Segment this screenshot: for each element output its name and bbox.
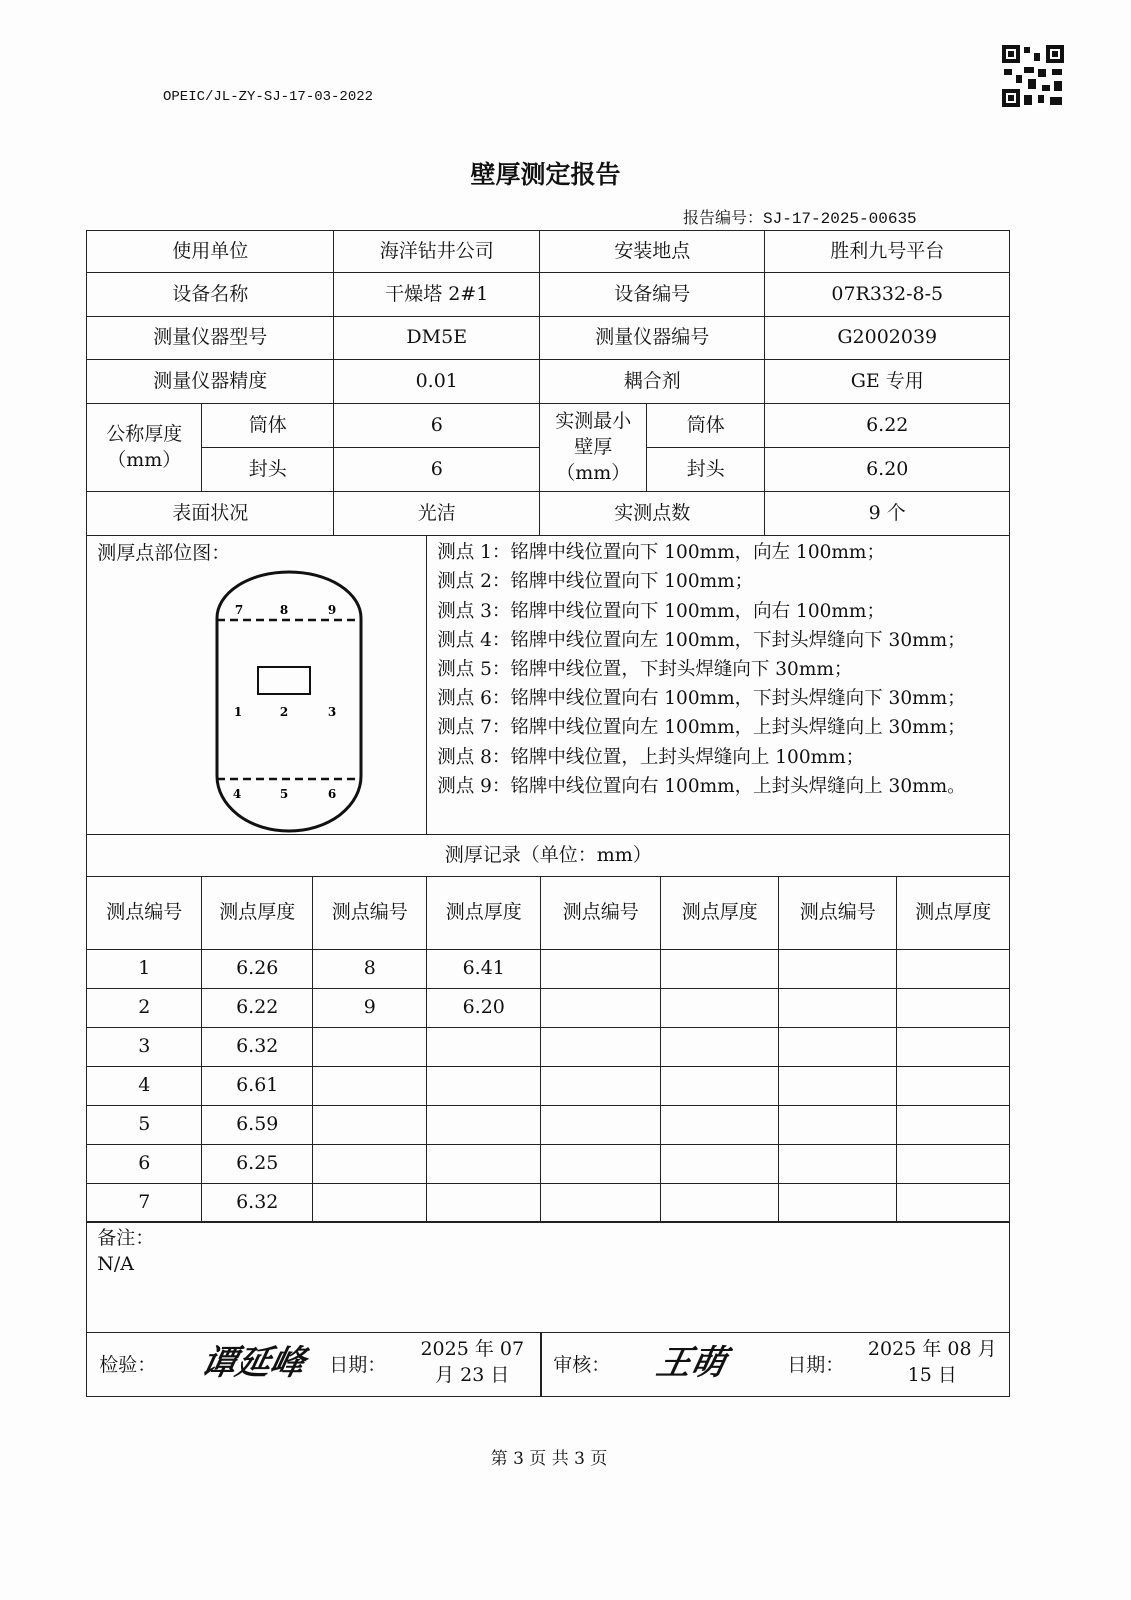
records-header: 测点厚度	[896, 876, 1010, 950]
couplant-label: 耦合剂	[539, 359, 765, 404]
nominal-head-label: 封头	[201, 447, 334, 492]
point-no-cell	[540, 1183, 661, 1223]
min-shell-label: 筒体	[646, 403, 765, 448]
point-no-cell: 3	[86, 1027, 202, 1067]
surface-value: 光洁	[333, 491, 540, 536]
remarks-label: 备注：	[97, 1227, 155, 1250]
surface-label: 表面状况	[86, 491, 334, 536]
thickness-cell	[896, 1027, 1010, 1067]
point-no-cell	[778, 1066, 897, 1106]
equip-name-value: 干燥塔 2#1	[333, 272, 540, 317]
form-code: OPEIC/JL-ZY-SJ-17-03-2022	[163, 89, 374, 105]
note-1: 测点 1：铭牌中线位置向下 100mm，向左 100mm；	[437, 542, 885, 564]
review-date-label: 日期：	[787, 1354, 845, 1377]
report-number	[683, 205, 917, 228]
point-no-cell	[540, 1144, 661, 1184]
point-no-cell	[312, 1144, 427, 1184]
unit-value: 海洋钻井公司	[333, 230, 540, 273]
point-5: 5	[280, 787, 289, 802]
point-no-cell	[778, 1105, 897, 1145]
point-no-cell	[540, 1105, 661, 1145]
point-no-cell: 7	[86, 1183, 202, 1223]
inst-no-label: 测量仪器编号	[539, 316, 765, 360]
records-header: 测点厚度	[426, 876, 541, 950]
point-no-cell: 9	[312, 988, 427, 1028]
thickness-cell	[660, 1183, 779, 1223]
thickness-cell	[426, 1183, 541, 1223]
note-2: 测点 2：铭牌中线位置向下 100mm；	[437, 571, 754, 593]
note-7: 测点 7：铭牌中线位置向左 100mm，上封头焊缝向上 30mm；	[437, 717, 966, 739]
nominal-shell-value: 6	[333, 403, 540, 448]
records-header: 测点编号	[312, 876, 427, 950]
thickness-cell: 6.41	[426, 949, 541, 989]
remarks-text: N/A	[97, 1252, 134, 1275]
thickness-cell	[896, 1183, 1010, 1223]
review-date: 2025 年 08 月 15 日	[867, 1338, 997, 1386]
inspect-label: 检验：	[99, 1354, 157, 1377]
thickness-cell	[426, 1027, 541, 1067]
point-no-cell	[778, 988, 897, 1028]
point-no-cell: 6	[86, 1144, 202, 1184]
equip-no-label: 设备编号	[539, 272, 765, 317]
thickness-cell: 6.22	[201, 988, 313, 1028]
point-no-cell	[312, 1183, 427, 1223]
inspect-date: 2025 年 07 月 23 日	[420, 1338, 525, 1386]
records-header: 测点编号	[778, 876, 897, 950]
note-9: 测点 9：铭牌中线位置向右 100mm，上封头焊缝向上 30mm。	[437, 775, 966, 797]
thickness-cell: 6.26	[201, 949, 313, 989]
location-label: 安装地点	[539, 230, 765, 273]
report-no-label: 报告编号：	[683, 208, 764, 227]
point-7: 7	[235, 603, 244, 618]
thickness-cell	[896, 1105, 1010, 1145]
point-no-cell: 4	[86, 1066, 202, 1106]
thickness-cell: 6.25	[201, 1144, 313, 1184]
page-title: 壁厚测定报告	[470, 160, 621, 189]
nominal-shell-label: 筒体	[201, 403, 334, 448]
thickness-cell	[426, 1105, 541, 1145]
diagram-label: 测厚点部位图：	[97, 542, 231, 565]
point-4: 4	[233, 787, 242, 802]
diagram-cell	[86, 535, 427, 835]
equip-no-value: 07R332-8-5	[764, 272, 1010, 317]
vessel-diagram	[87, 536, 427, 836]
point-2: 2	[280, 705, 289, 720]
thickness-cell	[660, 1066, 779, 1106]
point-no-cell: 5	[86, 1105, 202, 1145]
inspector-signature: 谭延峰	[198, 1343, 309, 1384]
min-thickness-label: 实测最小壁厚（mm）	[539, 403, 647, 492]
records-header: 测点厚度	[201, 876, 313, 950]
records-header: 测点编号	[540, 876, 661, 950]
reviewer-signature: 王萌	[653, 1343, 730, 1384]
point-no-cell	[540, 1027, 661, 1067]
min-head-label: 封头	[646, 447, 765, 492]
report-no-value: SJ-17-2025-00635	[763, 210, 917, 228]
nominal-label: 公称厚度（mm）	[86, 403, 202, 492]
point-no-cell	[778, 949, 897, 989]
point-no-cell	[540, 949, 661, 989]
remarks-cell	[86, 1221, 1010, 1333]
inst-model-label: 测量仪器型号	[86, 316, 334, 360]
unit-label: 使用单位	[86, 230, 334, 273]
point-no-cell: 1	[86, 949, 202, 989]
thickness-cell	[660, 1027, 779, 1067]
point-no-cell	[778, 1144, 897, 1184]
note-3: 测点 3：铭牌中线位置向下 100mm，向右 100mm；	[437, 600, 885, 622]
point-1: 1	[234, 705, 243, 720]
points-label: 实测点数	[539, 491, 765, 536]
point-3: 3	[328, 705, 337, 720]
thickness-cell	[660, 988, 779, 1028]
thickness-cell	[660, 1144, 779, 1184]
point-9: 9	[328, 603, 337, 618]
page-number: 第 3 页 共 3 页	[490, 1449, 608, 1469]
point-no-cell	[778, 1183, 897, 1223]
location-value: 胜利九号平台	[764, 230, 1010, 273]
point-no-cell	[312, 1027, 427, 1067]
precision-label: 测量仪器精度	[86, 359, 334, 404]
records-title: 测厚记录（单位：mm）	[86, 834, 1010, 877]
records-header: 测点厚度	[660, 876, 779, 950]
point-no-cell	[312, 1066, 427, 1106]
records-header: 测点编号	[86, 876, 202, 950]
thickness-cell	[896, 988, 1010, 1028]
couplant-value: GE 专用	[764, 359, 1010, 404]
point-no-cell	[540, 1066, 661, 1106]
point-8: 8	[280, 603, 289, 618]
inst-no-value: G2002039	[764, 316, 1010, 360]
thickness-cell	[426, 1066, 541, 1106]
thickness-cell	[426, 1144, 541, 1184]
review-label: 审核：	[553, 1354, 611, 1377]
thickness-cell: 6.32	[201, 1183, 313, 1223]
qr-code-icon	[1002, 45, 1064, 107]
point-6: 6	[328, 787, 337, 802]
precision-value: 0.01	[333, 359, 540, 404]
thickness-cell	[896, 1066, 1010, 1106]
point-no-cell	[540, 988, 661, 1028]
thickness-cell: 6.20	[426, 988, 541, 1028]
nominal-head-value: 6	[333, 447, 540, 492]
point-no-cell: 8	[312, 949, 427, 989]
inst-model-value: DM5E	[333, 316, 540, 360]
min-head-value: 6.20	[764, 447, 1010, 492]
note-5: 测点 5：铭牌中线位置，下封头焊缝向下 30mm；	[437, 659, 853, 681]
thickness-cell	[660, 949, 779, 989]
thickness-cell	[896, 1144, 1010, 1184]
point-notes	[426, 535, 1010, 835]
point-no-cell: 2	[86, 988, 202, 1028]
thickness-cell: 6.61	[201, 1066, 313, 1106]
signature-row	[86, 1332, 1010, 1397]
equip-name-label: 设备名称	[86, 272, 334, 317]
point-no-cell	[312, 1105, 427, 1145]
note-8: 测点 8：铭牌中线位置，上封头焊缝向上 100mm；	[437, 746, 865, 768]
thickness-cell: 6.32	[201, 1027, 313, 1067]
thickness-cell: 6.59	[201, 1105, 313, 1145]
point-no-cell	[778, 1027, 897, 1067]
inspect-date-label: 日期：	[329, 1354, 387, 1377]
note-6: 测点 6：铭牌中线位置向右 100mm，下封头焊缝向下 30mm；	[437, 688, 966, 710]
thickness-cell	[896, 949, 1010, 989]
points-value: 9 个	[764, 491, 1010, 536]
thickness-cell	[660, 1105, 779, 1145]
note-4: 测点 4：铭牌中线位置向左 100mm，下封头焊缝向下 30mm；	[437, 629, 966, 651]
min-shell-value: 6.22	[764, 403, 1010, 448]
